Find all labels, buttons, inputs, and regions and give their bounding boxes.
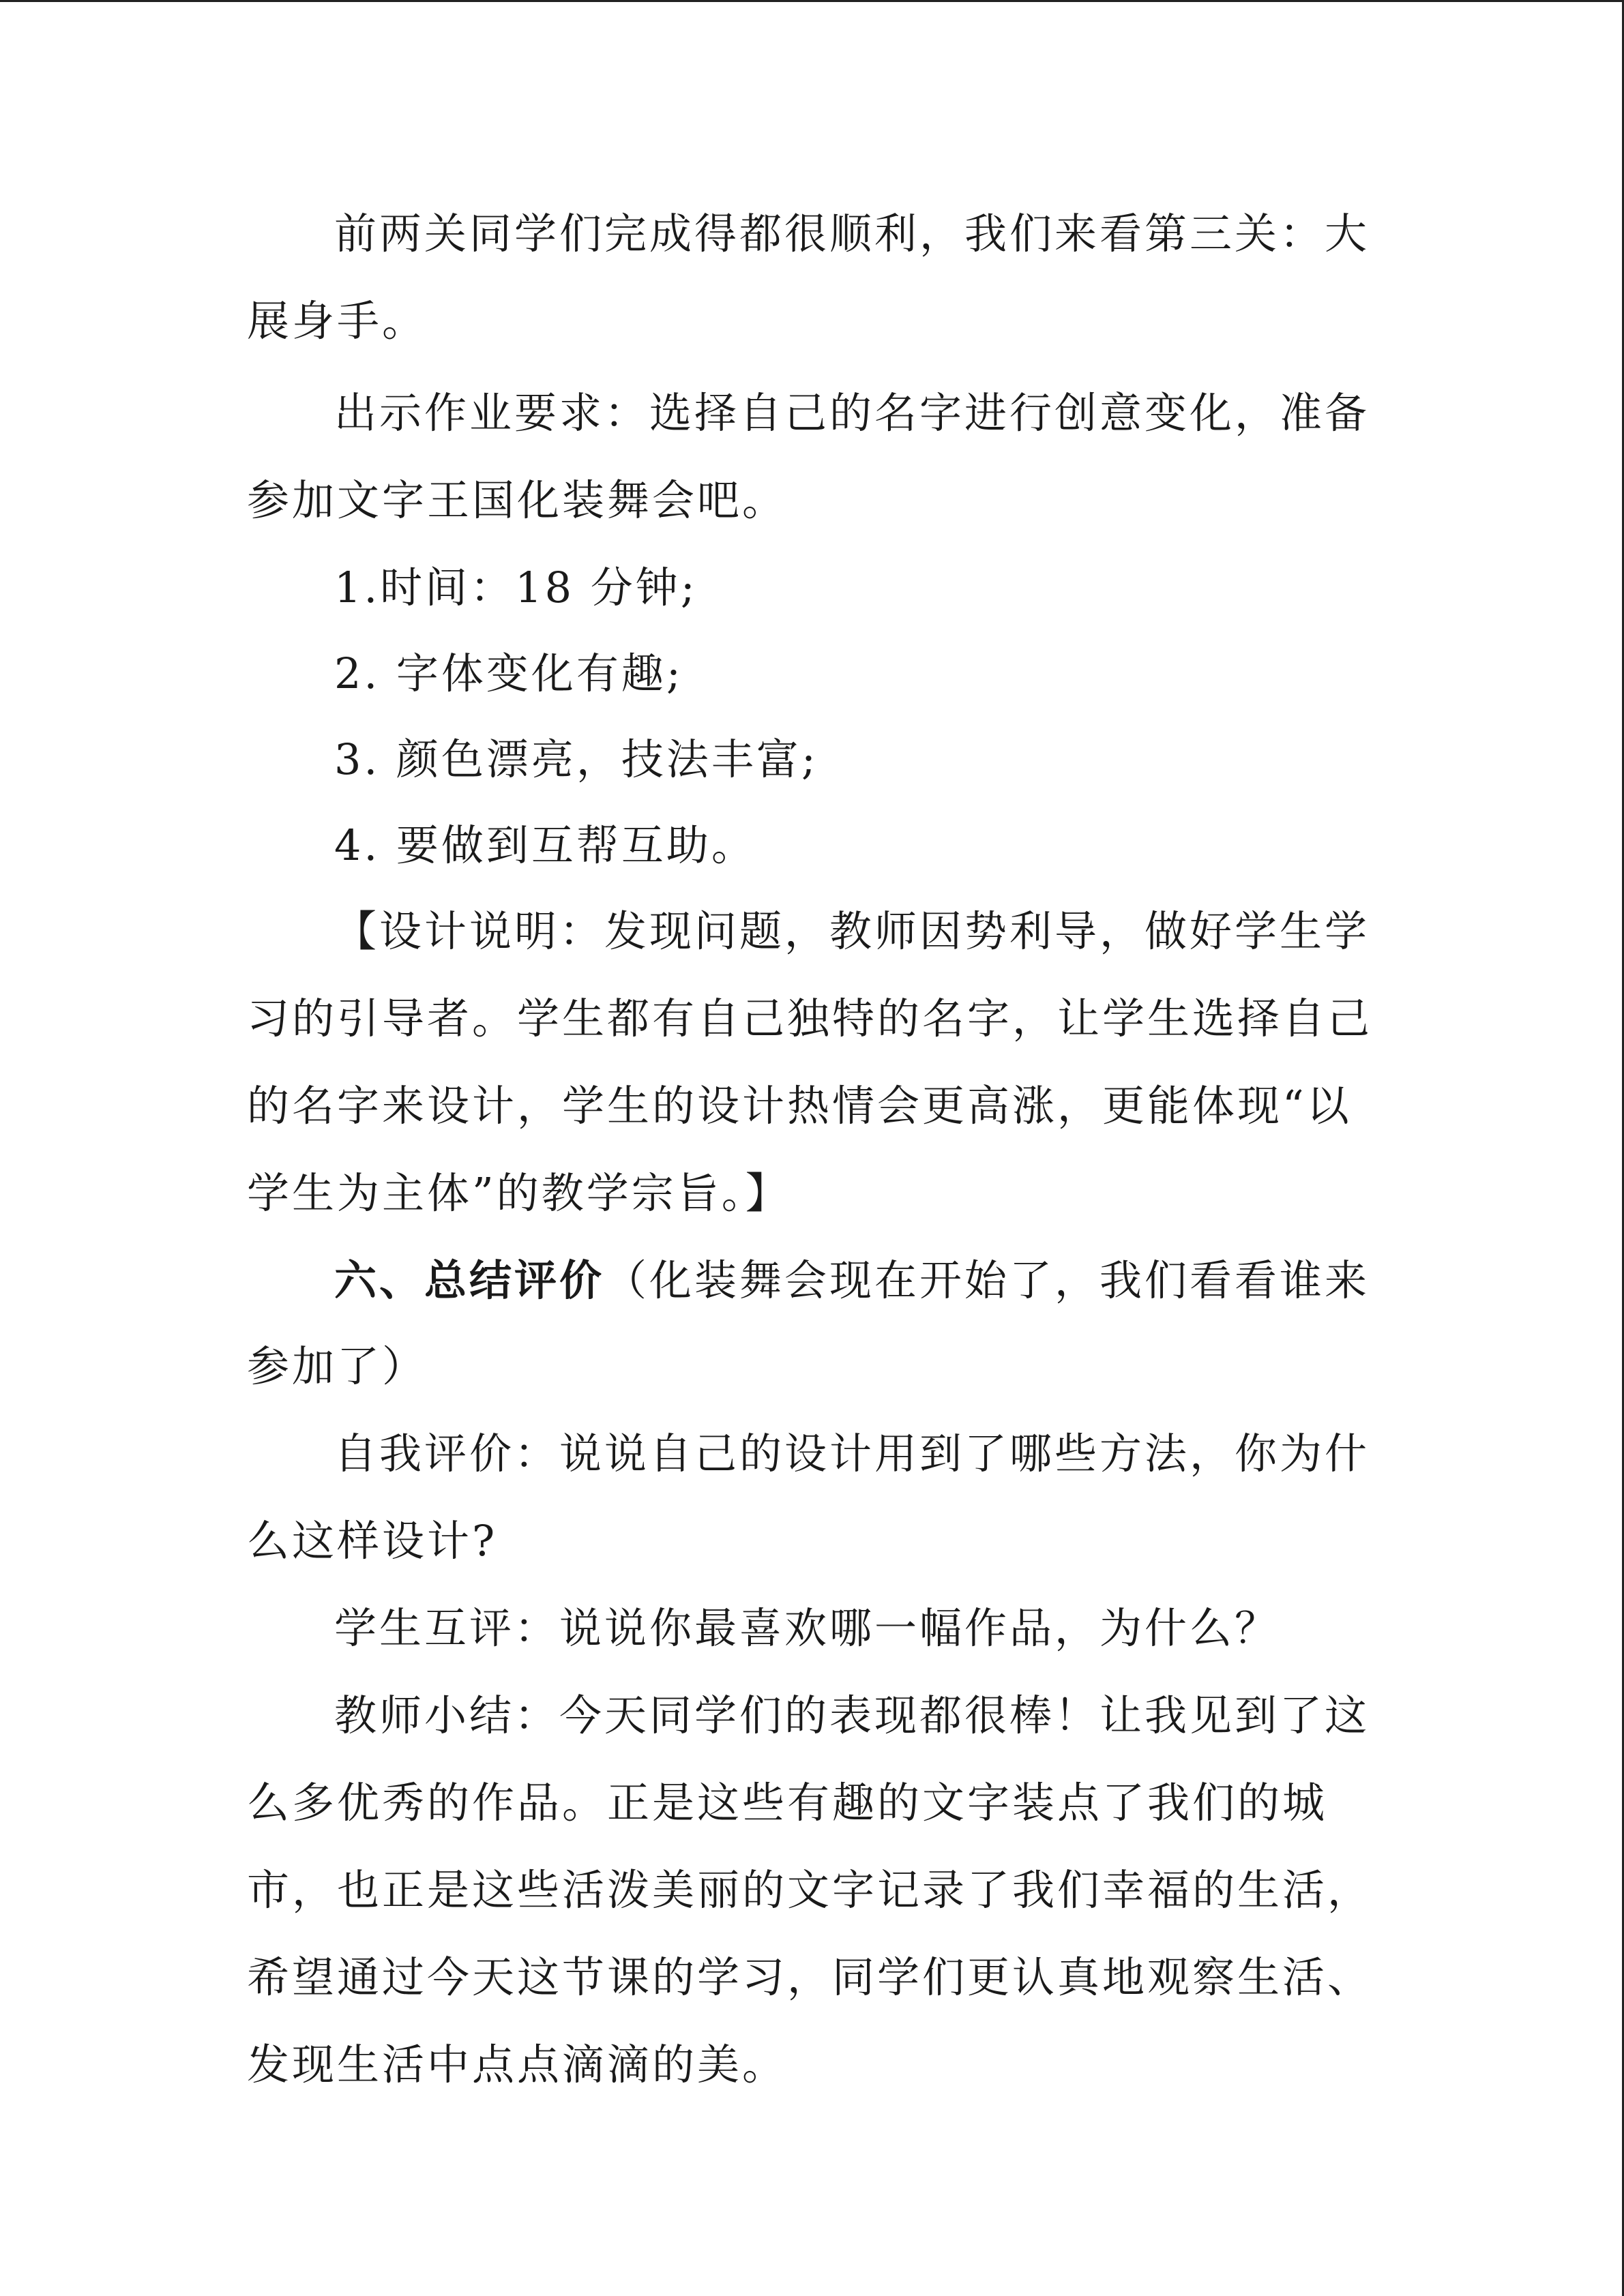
teacher-summary-line: 么多优秀的作品。正是这些有趣的文字装点了我们的城 [247, 1778, 1328, 1828]
requirement-item-4: 4. 要做到互帮互助。 [334, 820, 756, 870]
section-heading: 六、总结评价 [334, 1255, 605, 1305]
section-heading-line [334, 1253, 1370, 1308]
paragraph-line: 展身手。 [247, 296, 428, 346]
design-note-line: 【设计说明：发现问题，教师因势利导，做好学生学 [334, 906, 1370, 956]
requirement-item-2: 2. 字体变化有趣; [334, 648, 683, 698]
requirement-item-3: 3. 颜色漂亮，技法丰富; [334, 734, 818, 784]
paragraph-line: 前两关同学们完成得都很顺利，我们来看第三关：大 [334, 209, 1370, 258]
paragraph-line: 参加了） [247, 1341, 428, 1391]
paragraph-line: 参加文字王国化装舞会吧。 [247, 475, 788, 525]
teacher-summary-line: 希望通过今天这节课的学习，同学们更认真地观察生活、 [247, 1952, 1373, 2002]
design-note-line: 学生为主体”的教学宗旨。】 [247, 1168, 791, 1218]
teacher-summary-line: 教师小结：今天同学们的表现都很棒！让我见到了这 [334, 1690, 1370, 1740]
design-note-line: 习的引导者。学生都有自己独特的名字，让学生选择自己 [247, 994, 1373, 1043]
section-heading-note: （化装舞会现在开始了，我们看看谁来 [604, 1255, 1370, 1305]
paragraph-line: 出示作业要求：选择自己的名字进行创意变化，准备 [334, 388, 1370, 438]
self-evaluation-line: 自我评价：说说自己的设计用到了哪些方法，你为什 [334, 1429, 1370, 1478]
design-note-line: 的名字来设计，学生的设计热情会更高涨，更能体现“以 [247, 1081, 1352, 1131]
requirement-item-1: 1.时间：18 分钟; [334, 563, 698, 612]
teacher-summary-line: 发现生活中点点滴滴的美。 [247, 2040, 788, 2089]
teacher-summary-line: 市，也正是这些活泼美丽的文字记录了我们幸福的生活， [247, 1865, 1373, 1915]
peer-evaluation-line: 学生互评：说说你最喜欢哪一幅作品，为什么？ [334, 1603, 1280, 1653]
self-evaluation-line: 么这样设计? [247, 1516, 498, 1566]
